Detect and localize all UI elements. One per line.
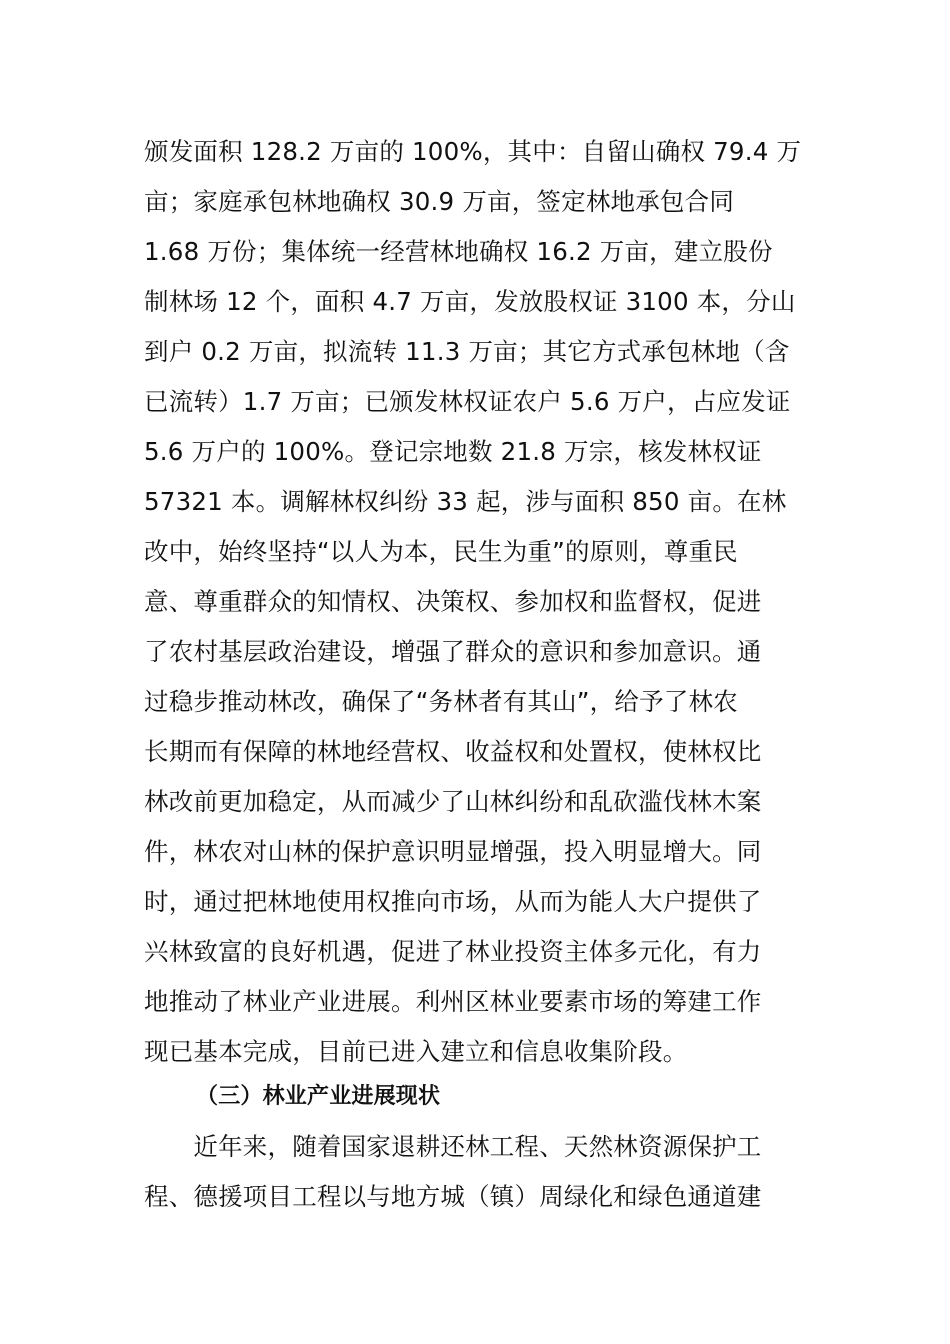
text-line: 意、尊重群众的知情权、决策权、参加权和监督权，促进	[144, 587, 762, 616]
section-heading-text: （三）林业产业进展现状	[196, 1084, 441, 1109]
text-line: 地推动了林业产业进展。利州区林业要素市场的筹建工作	[144, 987, 762, 1016]
text-line: 时，通过把林地使用权推向市场，从而为能人大户提供了	[144, 887, 762, 916]
text-line: 5.6 万户的 100%。登记宗地数 21.8 万宗，核发林权证	[144, 437, 762, 466]
text-line: 改中，始终坚持“以人为本，民生为重”的原则，尊重民	[144, 537, 738, 566]
section-heading	[196, 1072, 866, 1122]
text-line: 近年来，随着国家退耕还林工程、天然林资源保护工	[144, 1132, 762, 1161]
text-line: 长期而有保障的林地经营权、收益权和处置权，使林权比	[144, 737, 762, 766]
text-line: 已流转）1.7 万亩；已颁发林权证农户 5.6 万户，占应发证	[144, 387, 791, 416]
body-paragraph-2	[144, 1122, 814, 1222]
body-paragraph-1	[144, 127, 814, 1077]
text-line: 颁发面积 128.2 万亩的 100%，其中：自留山确权 79.4 万	[144, 137, 802, 166]
text-line: 了农村基层政治建设，增强了群众的意识和参加意识。通	[144, 637, 762, 666]
text-line: 件，林农对山林的保护意识明显增强，投入明显增大。同	[144, 837, 762, 866]
text-line: 制林场 12 个，面积 4.7 万亩，发放股权证 3100 本，分山	[144, 287, 796, 316]
text-line: 兴林致富的良好机遇，促进了林业投资主体多元化，有力	[144, 937, 762, 966]
text-line: 林改前更加稳定，从而减少了山林纠纷和乱砍滥伐林木案	[144, 787, 762, 816]
text-line: 到户 0.2 万亩，拟流转 11.3 万亩；其它方式承包林地（含	[144, 337, 790, 366]
text-line: 程、德援项目工程以与地方城（镇）周绿化和绿色通道建	[144, 1182, 762, 1211]
text-line: 现已基本完成，目前已进入建立和信息收集阶段。	[144, 1037, 688, 1066]
text-line: 亩；家庭承包林地确权 30.9 万亩，签定林地承包合同	[144, 187, 735, 216]
text-line: 57321 本。调解林权纠纷 33 起，涉与面积 850 亩。在林	[144, 487, 787, 516]
text-line: 1.68 万份；集体统一经营林地确权 16.2 万亩，建立股份	[144, 237, 773, 266]
text-line: 过稳步推动林改，确保了“务林者有其山”，给予了林农	[144, 687, 738, 716]
